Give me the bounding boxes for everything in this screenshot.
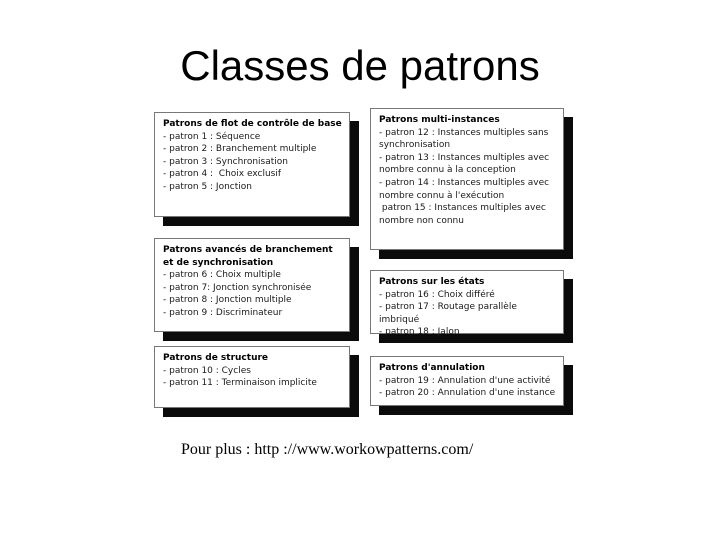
- list-item: - patron 3 : Synchronisation: [163, 156, 288, 167]
- box-state-patterns: [370, 270, 564, 338]
- list-item: - patron 18 : Jalon: [379, 327, 460, 338]
- more-info-link-text: Pour plus : http ://www.workowpatterns.com/: [181, 441, 474, 458]
- box-heading: Patrons sur les états: [379, 277, 485, 287]
- list-item: - patron 14 : Instances multiples avec nombre connu à l'exécution: [379, 177, 552, 201]
- list-item: - patron 10 : Cycles: [163, 365, 251, 376]
- list-item: - patron 6 : Choix multiple: [163, 270, 281, 281]
- pattern-classes-figure: [150, 104, 578, 422]
- list-item: - patron 5 : Jonction: [163, 181, 252, 192]
- list-item: - patron 16 : Choix différé: [379, 289, 495, 300]
- box-heading: Patrons multi-instances: [379, 115, 500, 125]
- page-title: Classes de patrons: [180, 42, 540, 89]
- list-item: - patron 19 : Annulation d'une activité: [379, 375, 551, 386]
- box-advanced-branching: [154, 238, 350, 332]
- box-base-control-flow: [154, 112, 350, 217]
- list-item: - patron 12 : Instances multiples sans synchronisation: [379, 127, 552, 151]
- list-item: - patron 2 : Branchement multiple: [163, 144, 317, 155]
- list-item: - patron 7: Jonction synchronisée: [163, 282, 312, 293]
- list-item: - patron 20 : Annulation d'une instance: [379, 388, 556, 399]
- list-item: - patron 8 : Jonction multiple: [163, 295, 292, 306]
- box-heading: Patrons d'annulation: [379, 363, 485, 373]
- list-item: - patron 1 : Séquence: [163, 131, 261, 142]
- list-item: patron 15 : Instances multiples avec nombre non connu: [379, 203, 549, 226]
- list-item: - patron 13 : Instances multiples avec nombre connu à la conception: [379, 152, 552, 176]
- list-item: - patron 9 : Discriminateur: [163, 307, 283, 318]
- box-structure-patterns: [154, 346, 350, 408]
- box-heading: Patrons de structure: [163, 353, 269, 363]
- list-item: - patron 4 : Choix exclusif: [163, 169, 282, 180]
- box-multi-instances: [370, 108, 564, 250]
- box-heading: Patrons avancés de branchement et de synchronisation: [163, 245, 333, 268]
- box-cancellation-patterns: [370, 356, 564, 406]
- list-item: - patron 17 : Routage parallèle imbriqué: [379, 302, 520, 325]
- box-heading: Patrons de flot de contrôle de base: [163, 119, 342, 129]
- list-item: - patron 11 : Terminaison implicite: [163, 378, 317, 389]
